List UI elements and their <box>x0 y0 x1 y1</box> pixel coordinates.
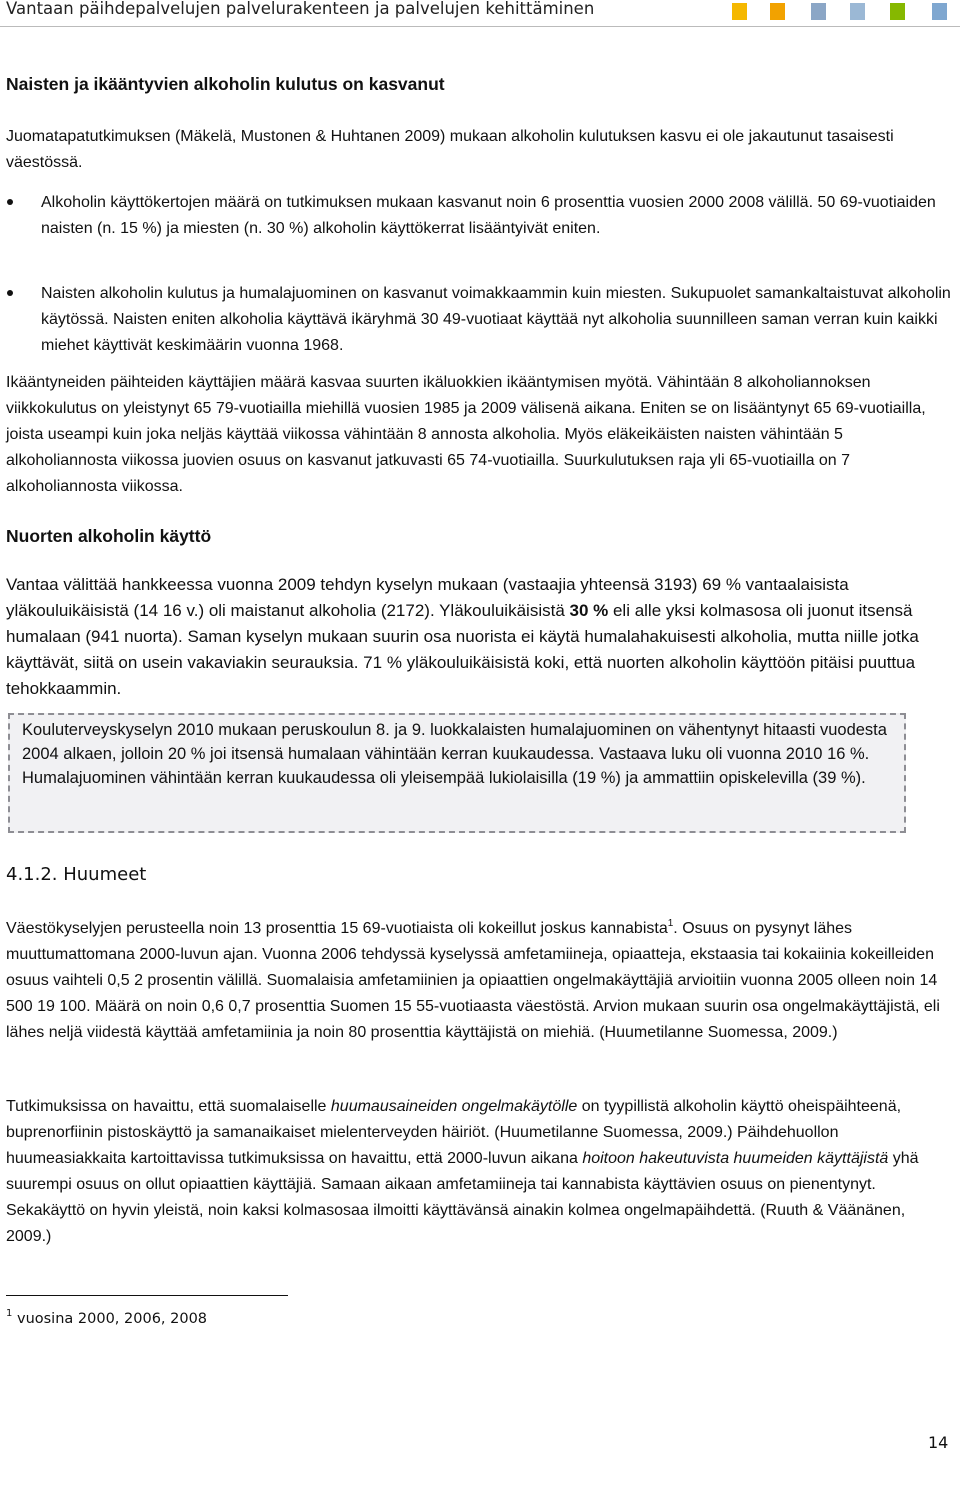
page-header <box>0 0 960 24</box>
page-number: 14 <box>928 1433 949 1452</box>
drugs-p2-text-c: yhä suurempi osuus on ollut opiaattien käyttäjiä. Samaan aikaan amfetamiineja tai kannabista käyttävien osuus on pienentynyt. Sekakäyttö on hyvin yleistä, noin kaksi kolmasosaa ilmoitti käyttävänsä ainakin kolmea ongelmapäihdettä. (Ruuth & Väänänen, 2009.) <box>6 1150 919 1245</box>
color-square-5 <box>890 3 905 20</box>
drugs-paragraph-2 <box>6 1094 952 1250</box>
header-title: Vantaan päihdepalvelujen palvelurakenteen ja palvelujen kehittäminen <box>6 0 595 18</box>
color-square-4 <box>850 3 865 20</box>
intro-paragraph: Juomatapatutkimuksen (Mäkelä, Mustonen & Huhtanen 2009) mukaan alkoholin kulutuksen kasvu ei ole jakautunut tasaisesti väestössä. <box>6 128 894 171</box>
bullet-item <box>6 281 952 361</box>
bullet-item <box>6 190 952 270</box>
drugs-paragraph-1 <box>6 911 952 1046</box>
drugs-p2-italic-1: huumausaineiden ongelmakäytölle <box>330 1098 578 1115</box>
footnote <box>6 1308 207 1327</box>
footnote-divider <box>6 1295 288 1296</box>
footnote-marker: 1 <box>6 1308 13 1319</box>
color-square-2 <box>770 3 785 20</box>
callout-text: Kouluterveyskyselyn 2010 mukaan peruskoulun 8. ja 9. luokkalaisten humalajuominen on vähentynyt hitaasti vuodesta 2004 alkaen, jolloin 20 % joi itsensä humalaan vähintään kerran kuukaudessa. Vastaava luku oli vuonna 2010 16 %. Humalajuominen vähintään kerran kuukaudessa oli yleisempää lukiolaisilla (19 %) ja ammattiin opiskelevilla (39 %). <box>22 721 887 787</box>
section-heading-youth: Nuorten alkoholin käyttö <box>6 526 212 546</box>
drugs-p2-text-b: on tyypillistä alkoholin käyttö oheispäihteenä, buprenorfiinin pistoskäyttö ja samanaikaiset mielenterveyden häiriöt. (Huumetilanne Suomessa, 2009.) Päihdehuollon huumeasiakkaita kartoittavissa tutkimuksissa on havaittu, että 2000-luvun aikana <box>6 1098 902 1167</box>
youth-highlight: 30 % <box>569 601 609 620</box>
footnote-reference[interactable]: 1 <box>667 918 674 929</box>
drugs-p2-text-a: Tutkimuksissa on havaittu, että suomalaiselle <box>6 1098 331 1115</box>
drugs-p1-text-a: Väestökyselyjen perusteella noin 13 prosenttia 15 69-vuotiaista oli kokeillut joskus kannabista <box>6 920 668 937</box>
youth-text-b: eli alle yksi kolmasosa oli juonut itsensä humalaan (941 nuorta). Saman kyselyn mukaan suurin osa nuorista ei käytä humalahakuisesti alkoholia, mutta niille jotka käyttävät, siitä on usein vakaviakin seurauksia. 71 % yläkouluikäisistä koki, että nuorten alkoholin käyttöön pitäisi puuttua tehokkaammin. <box>6 601 919 698</box>
youth-text-a: Vantaa välittää hankkeessa vuonna 2009 tehdyn kyselyn mukaan (vastaajia yhteensä 3193) 69 % vantaalaisista yläkouluikäisistä (14 16 v.) oli maistanut alkoholia (2172). Yläkouluikäisistä <box>6 575 849 620</box>
bullet-text: Naisten alkoholin kulutus ja humalajuominen on kasvanut voimakkaammin kuin miesten. Sukupuolet samankaltaistuvat alkoholin käytössä. Naisten eniten alkoholia käyttävä ikäryhmä 30 49-vuotiaat käyttää nyt alkoholia suunnilleen saman verran kuin kaikki miehet käyttivät keskimäärin vuonna 1968. <box>41 285 951 354</box>
drugs-p1-text-b: . Osuus on pysynyt lähes muuttumattomana 2000-luvun ajan. Vuonna 2006 tehdyssä kyselyssä amfetamiineja, opiaatteja, ekstaasia tai kokaiinia kokeilleiden osuus vaihteli 0,5 2 prosentin välillä. Suomalaisia amfetamiinien ja opiaattien ongelmakäyttäjiä arvioitiin vuonna 2005 olleen noin 14 500 19 100. Määrä on noin 0,6 0,7 prosenttia Suomen 15 55-vuotiaasta väestöstä. Arvion mukaan suurin osa ongelmakäyttäjistä, eli lähes neljä viidestä käyttää amfetamiinia ja noin 80 prosenttia käyttäjistä on miehiä. (Huumetilanne Suomessa, 2009.) <box>6 920 940 1041</box>
bullet-text: Alkoholin käyttökertojen määrä on tutkimuksen mukaan kasvanut noin 6 prosenttia vuosien 2000 2008 välillä. 50 69-vuotiaiden naisten (n. 15 %) ja miesten (n. 30 %) alkoholin käyttökerrat lisääntyivät eniten. <box>41 194 936 237</box>
elderly-paragraph: Ikääntyneiden päihteiden käyttäjien määrä kasvaa suurten ikäluokkien ikääntymisen myötä. Vähintään 8 alkoholiannoksen viikkokulutus on yleistynyt 65 79-vuotiailla miehillä vuosien 1985 ja 2009 välisenä aikana. Eniten se on lisääntynyt 65 69-vuotiailla, joista useampi kuin joka neljäs käyttää viikossa vähintään 8 annosta alkoholia. Myös eläkeikäisten naisten vähintään 5 alkoholiannosta viikossa juovien osuus on kasvanut jatkuvasti 65 74-vuotiailla. Suurkulutuksen raja yli 65-vuotiailla on 7 alkoholiannosta viikossa. <box>6 374 926 495</box>
drugs-p2-italic-2: hoitoon hakeutuvista huumeiden käyttäjistä <box>582 1150 889 1167</box>
color-square-1 <box>732 3 747 20</box>
footnote-text: vuosina 2000, 2006, 2008 <box>12 1311 208 1327</box>
section-heading-women-elderly: Naisten ja ikääntyvien alkoholin kulutus on kasvanut <box>6 74 445 94</box>
youth-paragraph <box>6 572 952 702</box>
section-heading-drugs: 4.1.2. Huumeet <box>6 864 147 885</box>
color-square-6 <box>932 3 947 20</box>
header-divider <box>0 26 960 27</box>
color-square-3 <box>811 3 826 20</box>
